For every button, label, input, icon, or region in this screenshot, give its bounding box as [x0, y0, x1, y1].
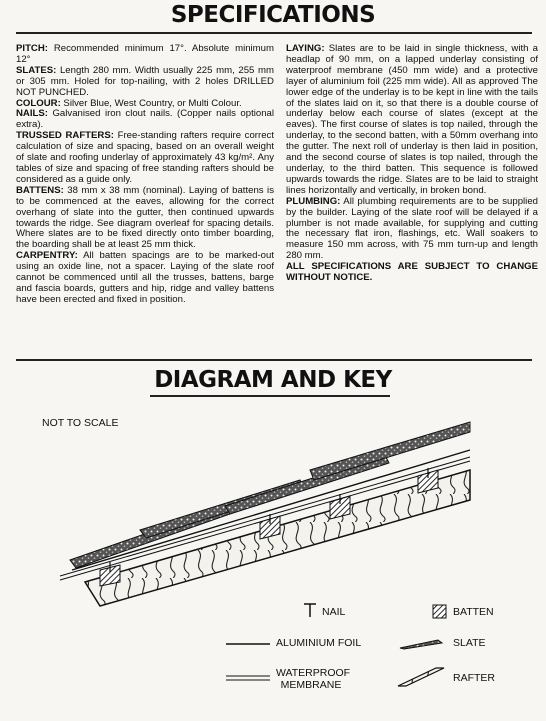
rafter-key-icon	[396, 666, 446, 688]
key-membrane-label: WATERPROOF MEMBRANE	[276, 667, 351, 691]
top-divider	[16, 32, 532, 34]
specs-left-column	[16, 44, 274, 306]
diagram-heading: DIAGRAM AND KEY	[154, 367, 392, 393]
spec-rafters: TRUSSED RAFTERS: Free-standing rafters require correct calculation of size and spacing, based on an overall weight of slate and roofing underlay of approximately 43 kg/m². Any tables of size and spacing of free standing rafters should be considered as a guide only.	[16, 130, 274, 185]
spec-pitch: PITCH: Recommended minimum 17°. Absolute minimum 12°	[16, 43, 274, 65]
diagram-heading-underline	[150, 395, 390, 397]
waterproof-membrane-key-icon	[226, 673, 272, 683]
not-to-scale-label: NOT TO SCALE	[42, 417, 119, 429]
spec-notice: ALL SPECIFICATIONS ARE SUBJECT TO CHANGE WITHOUT NOTICE.	[286, 261, 538, 284]
key-batten-label: BATTEN	[453, 606, 494, 618]
spec-nails: NAILS: Galvanised iron clout nails. (Copper nails optional extra).	[16, 108, 274, 131]
specifications-heading: SPECIFICATIONS	[170, 2, 376, 28]
spec-laying: LAYING: Slates are to be laid in single thickness, with a headlap of 90 mm, on a lapped underlay consisting of waterproof membrane (450 mm wide) and a protective layer of aluminium foil (225 mm wide). All as approved The lower edge of the underlay is to be kept in line with the tails of the slates laid on it, so that there is a double course of underlay below each course of slates (except at the eaves). The first course of slates is top nailed, through the underlay, to the second batten, with a 50mm overhang into the gutter. The next roll of underlay is then laid in position, and the second course of slates is top nailed, through the underlay, to the third batten. This sequence is followed upwards towards the ridge. Slates are to be laid to straight lines horizontally and vertically, in broken bond.	[286, 43, 538, 196]
spec-slates: SLATES: Length 280 mm. Width usually 225 mm, 255 mm or 305 mm. Holed for top-nailing, with 2 holes DRILLED NOT PUNCHED.	[16, 64, 274, 98]
slate-key-icon	[398, 638, 444, 650]
waterproof-membrane	[60, 457, 470, 580]
nail-icon	[300, 602, 320, 618]
spec-battens: BATTENS: 38 mm x 38 mm (nominal). Laying of battens is to be commenced at the eaves, allowing for the correct overhang of slate into the gutter, then continued upwards towards the ridge. See diagram overleaf for spacing details. Where slates are to be fixed directly onto timber boarding, the boarding shall be at least 25 mm thick.	[16, 184, 274, 251]
spec-carpentry: CARPENTRY: All batten spacings are to be marked-out using an oxide line, not a spacer. Laying of the slate roof cannot be commenced until all the trusses, battens, barge and fascia boards, gutters and hip, ridge and valley battens have been erected and fixed in position.	[16, 250, 274, 305]
key-foil-label: ALUMINIUM FOIL	[276, 637, 362, 649]
aluminium-foil-key-icon	[226, 641, 272, 647]
batten-key-icon	[432, 604, 448, 620]
roof-cross-section-diagram	[0, 410, 546, 610]
key-slate-label: SLATE	[453, 637, 486, 649]
key-rafter-label: RAFTER	[453, 672, 495, 684]
spec-colour: COLOUR: Silver Blue, West Country, or Multi Colour.	[16, 97, 242, 109]
key-nail-label: NAIL	[322, 606, 346, 618]
middle-divider	[16, 359, 532, 361]
spec-plumbing: PLUMBING: All plumbing requirements are to be supplied by the builder. Laying of the slate roof will be delayed if a plumber is not made available, for supplying and cutting the necessary flat iron, flashings, etc. Wall soakers to measure 150 mm across, with 75 mm turn-up and length 280 mm.	[286, 195, 538, 262]
specs-right-column	[286, 44, 538, 284]
